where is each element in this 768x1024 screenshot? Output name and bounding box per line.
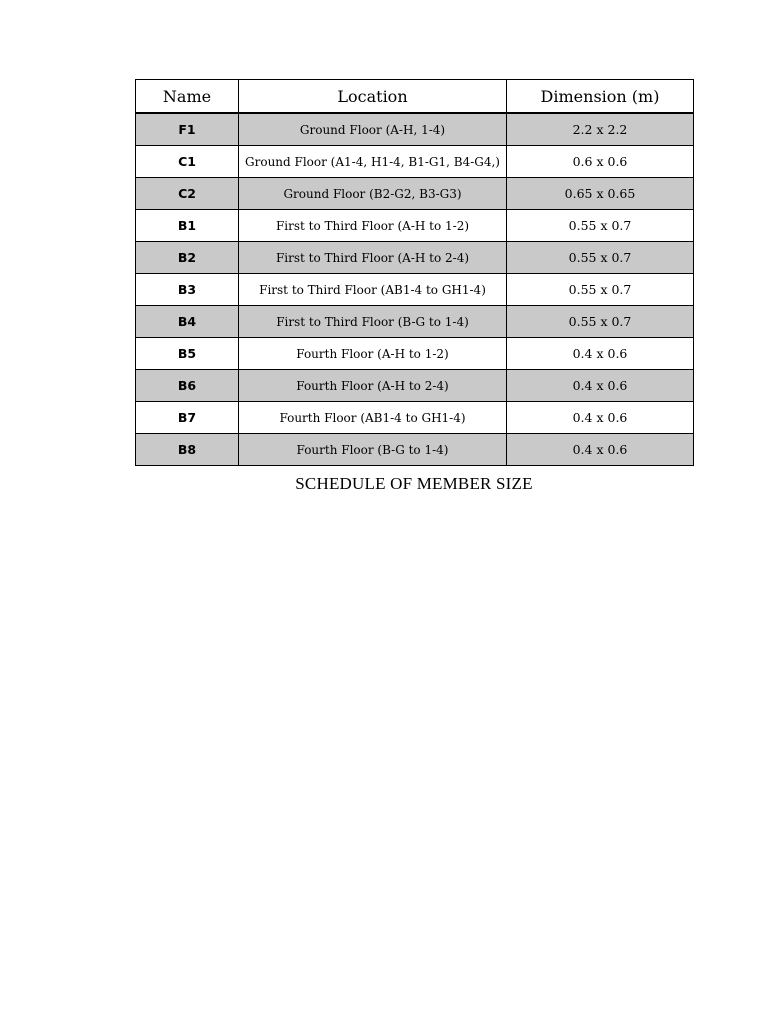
member-dimension-cell: 2.2 x 2.2: [507, 113, 694, 146]
member-location-cell: Fourth Floor (A-H to 2-4): [239, 370, 507, 402]
member-location-cell: First to Third Floor (B-G to 1-4): [239, 306, 507, 338]
member-name-cell: C1: [136, 146, 239, 178]
table-row: [136, 210, 694, 242]
table-row: [136, 402, 694, 434]
member-location-cell: First to Third Floor (A-H to 1-2): [239, 210, 507, 242]
member-dimension-cell: 0.55 x 0.7: [507, 274, 694, 306]
member-dimension-cell: 0.4 x 0.6: [507, 370, 694, 402]
member-location-cell: Fourth Floor (AB1-4 to GH1-4): [239, 402, 507, 434]
table-row: [136, 434, 694, 466]
member-name-cell: B7: [136, 402, 239, 434]
member-dimension-cell: 0.55 x 0.7: [507, 210, 694, 242]
member-location-cell: Ground Floor (A-H, 1-4): [239, 113, 507, 146]
header-name: Name: [136, 80, 239, 114]
member-name-cell: B6: [136, 370, 239, 402]
member-name-cell: B8: [136, 434, 239, 466]
member-dimension-cell: 0.4 x 0.6: [507, 338, 694, 370]
header-location: Location: [239, 80, 507, 114]
table-row: [136, 146, 694, 178]
member-dimension-cell: 0.65 x 0.65: [507, 178, 694, 210]
table-header-row: [136, 80, 694, 114]
table-row: [136, 242, 694, 274]
member-dimension-cell: 0.55 x 0.7: [507, 306, 694, 338]
member-location-cell: Ground Floor (B2-G2, B3-G3): [239, 178, 507, 210]
table-row: [136, 113, 694, 146]
table-caption: SCHEDULE OF MEMBER SIZE: [295, 474, 533, 493]
table-row: [136, 338, 694, 370]
member-location-cell: First to Third Floor (AB1-4 to GH1-4): [239, 274, 507, 306]
member-name-cell: B4: [136, 306, 239, 338]
member-dimension-cell: 0.4 x 0.6: [507, 434, 694, 466]
member-name-cell: B3: [136, 274, 239, 306]
member-location-cell: Fourth Floor (A-H to 1-2): [239, 338, 507, 370]
table-row: [136, 178, 694, 210]
member-location-cell: First to Third Floor (A-H to 2-4): [239, 242, 507, 274]
table-row: [136, 274, 694, 306]
table-row: [136, 306, 694, 338]
table-row: [136, 370, 694, 402]
member-dimension-cell: 0.6 x 0.6: [507, 146, 694, 178]
member-name-cell: B5: [136, 338, 239, 370]
member-dimension-cell: 0.4 x 0.6: [507, 402, 694, 434]
member-location-cell: Ground Floor (A1-4, H1-4, B1-G1, B4-G4,): [239, 146, 507, 178]
member-location-cell: Fourth Floor (B-G to 1-4): [239, 434, 507, 466]
member-dimension-cell: 0.55 x 0.7: [507, 242, 694, 274]
member-name-cell: C2: [136, 178, 239, 210]
member-name-cell: B2: [136, 242, 239, 274]
member-size-table: [135, 79, 694, 466]
member-name-cell: B1: [136, 210, 239, 242]
member-name-cell: F1: [136, 113, 239, 146]
header-dimension: Dimension (m): [507, 80, 694, 114]
